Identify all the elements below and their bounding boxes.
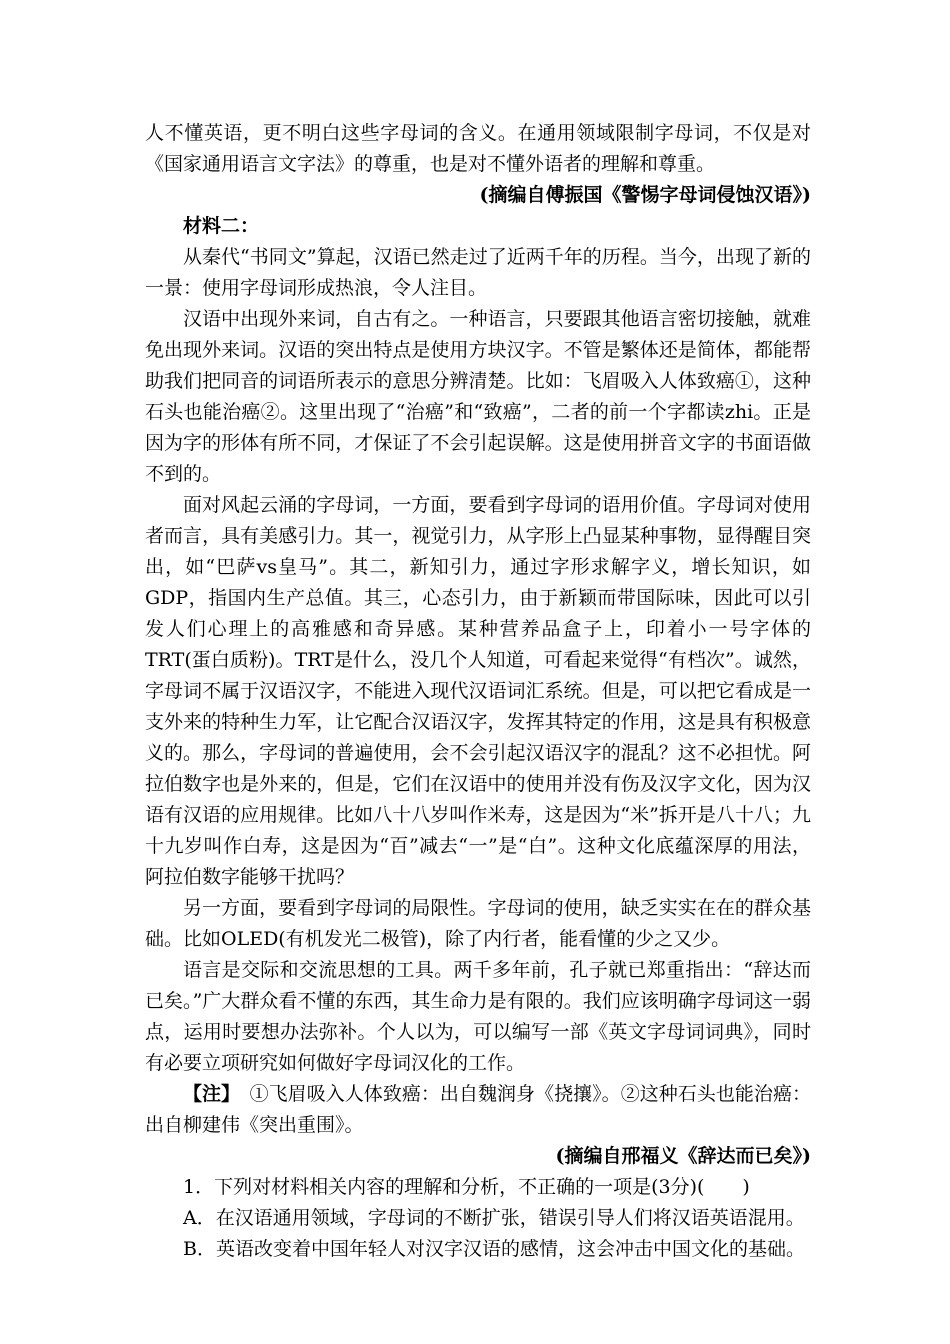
paragraph-6: 语言是交际和交流思想的工具。两千多年前，孔子就已郑重指出：“辞达而已矣。”广大群众看不懂的东西，其生命力是有限的。我们应该明确字母词这一弱点，运用时要想办法弥补。个人以为，可以编写一部《英文字母词词典》，同时有必要立项研究如何做好字母词汉化的工作。	[145, 959, 811, 1074]
option-a: A．在汉语通用领域，字母词的不断扩张，错误引导人们将汉语英语混用。	[183, 1207, 805, 1229]
question-stem: 1．下列对材料相关内容的理解和分析，不正确的一项是(3分)( )	[183, 1176, 750, 1198]
paragraph-2: 从秦代“书同文”算起，汉语已然走过了近两千年的历程。当今，出现了新的一景：使用字母词形成热浪，令人注目。	[145, 246, 811, 299]
source-citation-1: (摘编自傅振国《警惕字母词侵蚀汉语》)	[479, 184, 811, 206]
paragraph-5: 另一方面，要看到字母词的局限性。字母词的使用，缺乏实实在在的群众基础。比如OLED(有机发光二极管)，除了内行者，能看懂的少之又少。	[145, 897, 811, 950]
source-citation-2: (摘编自邢福义《辞达而已矣》)	[555, 1145, 811, 1167]
material-two-heading: 材料二：	[183, 215, 260, 237]
option-b: B．英语改变着中国年轻人对汉字汉语的感情，这会冲击中国文化的基础。	[183, 1238, 805, 1260]
note-tag: 【注】	[183, 1083, 231, 1105]
document-page	[145, 118, 811, 1265]
paragraph-3: 汉语中出现外来词，自古有之。一种语言，只要跟其他语言密切接触，就难免出现外来词。汉语的突出特点是使用方块汉字。不管是繁体还是简体，都能帮助我们把同音的词语所表示的意思分辨清楚。比如：飞眉吸入人体致癌①，这种石头也能治癌②。这里出现了“治癌”和“致癌”，二者的前一个字都读zhi。正是因为字的形体有所不同，才保证了不会引起误解。这是使用拼音文字的书面语做不到的。	[145, 308, 811, 485]
paragraph-4: 面对风起云涌的字母词，一方面，要看到字母词的语用价值。字母词对使用者而言，具有美感引力。其一，视觉引力，从字形上凸显某种事物，显得醒目突出，如“巴萨vs皇马”。其二，新知引力，通过字形求解字义，增长知识，如GDP，指国内生产总值。其三，心态引力，由于新颖而带国际味，因此可以引发人们心理上的高雅感和奇异感。某种营养品盒子上，印着小一号字体的TRT(蛋白质粉)。TRT是什么，没几个人知道，可看起来觉得“有档次”。诚然，字母词不属于汉语汉字，不能进入现代汉语词汇系统。但是，可以把它看成是一支外来的特种生力军，让它配合汉语汉字，发挥其特定的作用，这是具有积极意义的。那么，字母词的普遍使用，会不会引起汉语汉字的混乱？这不必担忧。阿拉伯数字也是外来的，但是，它们在汉语中的使用并没有伤及汉字文化，因为汉语有汉语的应用规律。比如八十八岁叫作米寿，这是因为“米”拆开是八十八；九十九岁叫作白寿，这是因为“百”减去“一”是“白”。这种文化底蕴深厚的用法，阿拉伯数字能够干扰吗？	[145, 494, 811, 888]
paragraph-1: 人不懂英语，更不明白这些字母词的含义。在通用领域限制字母词，不仅是对《国家通用语言文字法》的尊重，也是对不懂外语者的理解和尊重。	[145, 122, 811, 175]
note-text: ①飞眉吸入人体致癌：出自魏润身《挠攘》。②这种石头也能治癌：出自柳建伟《突出重围》。	[145, 1083, 811, 1136]
note	[145, 1079, 811, 1141]
